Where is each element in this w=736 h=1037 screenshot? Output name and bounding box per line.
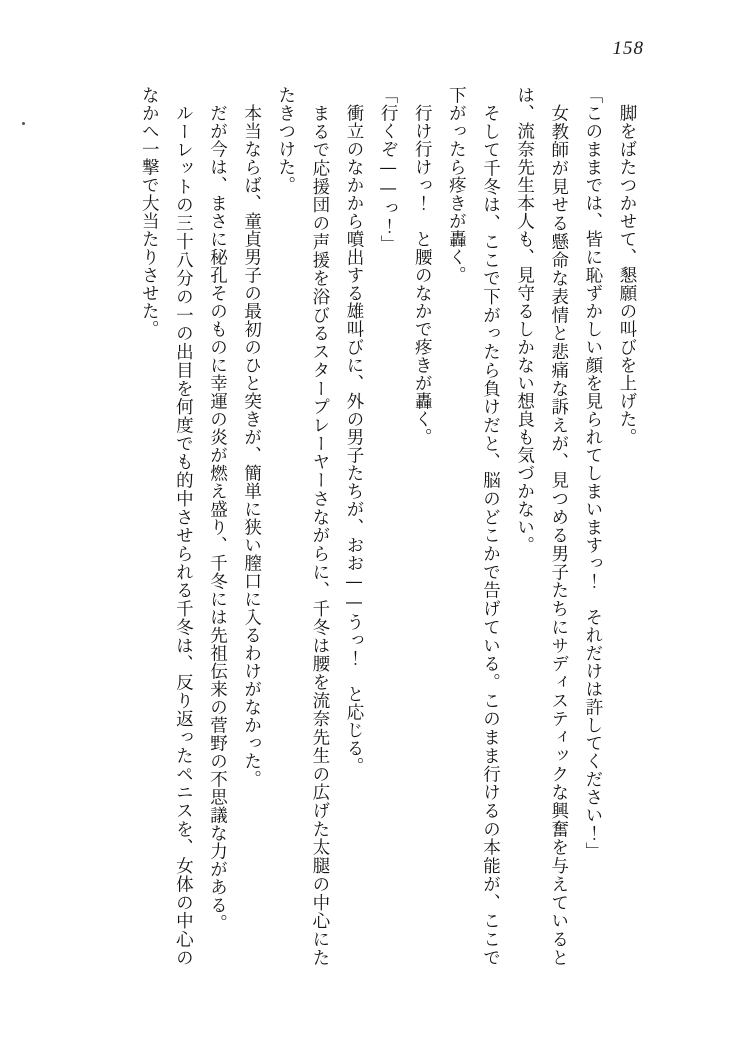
paragraph: 女教師が見せる懸命な表情と悲痛な訴えが、見つめる男子たちにサディスティックな興奮を与えているとは、流奈先生本人も、見守るしかない想良も気づかない。 bbox=[514, 86, 569, 966]
paragraph: 本当ならば、童貞男子の最初のひと突きが、簡単に狭い膣口に入るわけがなかった。 bbox=[241, 103, 262, 788]
paragraph: だが今は、まさに秘孔そのものに幸運の炎が燃え盛り、千冬には先祖伝来の菅野の不思議な力がある。 bbox=[207, 103, 228, 932]
paragraph: 脚をばたつかせて、懇願の叫びを上げた。 bbox=[617, 103, 637, 446]
paragraph: 「このままでは、皆に恥ずかしい顔を見られてしまいますっ！ それだけは許してください！」 bbox=[582, 86, 603, 860]
page-body-text bbox=[96, 86, 644, 966]
paragraph: まるで応援団の声援を浴びるスタープレーヤーさながらに、千冬は腰を流奈先生の広げた太腿の中心にたたきつけた。 bbox=[275, 86, 330, 967]
paragraph: 衝立のなかから噴出する雄叫びに、外の男子たちが、おお——うっ！ と応じる。 bbox=[344, 103, 364, 775]
paragraph: 行け行けっ！ と腰のなかで疼きが轟く。 bbox=[412, 103, 433, 446]
page-number: 158 bbox=[612, 38, 644, 59]
paragraph: ルーレットの三十八分の一の出目を何度でも的中させられる千冬は、反り返ったペニスを、女体の中心のなかへ一撃で大当たりさせた。 bbox=[139, 86, 194, 967]
paragraph: 「行くぞ——っ！」 bbox=[378, 86, 399, 253]
paragraph: そして千冬は、ここで下がったら負けだと、脳のどこかで告げている。このまま行けるの本能が、ここで下がったら疼きが轟く。 bbox=[446, 86, 501, 966]
margin-dot bbox=[22, 122, 25, 125]
